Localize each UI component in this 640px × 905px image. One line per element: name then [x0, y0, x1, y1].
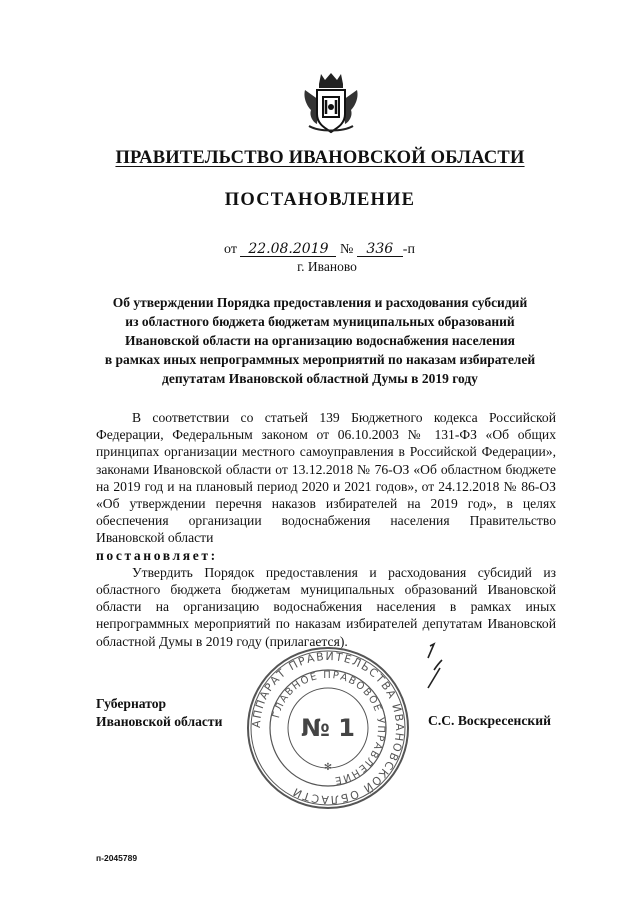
document-number: 336 — [357, 242, 403, 257]
coat-of-arms-icon — [299, 70, 363, 136]
stamp-outer-text: АППАРАТ ПРАВИТЕЛЬСТВА ИВАНОВСКОЙ ОБЛАСТИ — [249, 649, 407, 807]
subject-line: из областного бюджета бюджетам муниципальных образований — [125, 314, 515, 329]
subject-line: в рамках иных непрограммных мероприятий по наказам избирателей — [104, 352, 536, 367]
date-prefix: от — [224, 242, 237, 257]
stamp-number: № 1 — [301, 714, 355, 742]
signatory-name: С.С. Воскресенский — [428, 713, 551, 728]
signatory-role — [96, 695, 222, 731]
date-number-line — [224, 242, 415, 258]
organization-title: ПРАВИТЕЛЬСТВО ИВАНОВСКОЙ ОБЛАСТИ — [115, 148, 525, 168]
subject-line: депутатам Ивановской областной Думы в 2019 году — [162, 371, 478, 386]
body-paragraph-2: Утвердить Порядок предоставления и расходования субсидий из областного бюджета бюджетам муниципальных образований Ивановской области на организацию водоснабжения населения в рамках иных непрограммных мероприятий по наказам избирателей депутатам Ивановской областной Думы в 2019 году (прилагается). — [96, 564, 556, 649]
number-sign: № — [339, 242, 354, 257]
signature-icon — [410, 642, 450, 700]
role-line: Ивановской области — [96, 714, 223, 729]
number-suffix: -п — [402, 242, 415, 257]
document-date: 22.08.2019 — [240, 242, 336, 257]
document-subject — [80, 293, 560, 388]
svg-text:✻: ✻ — [323, 762, 333, 773]
body-paragraph-1: В соответствии со статьей 139 Бюджетного кодекса Российской Федерации, Федеральным законом от 06.10.2003 № 131-ФЗ «Об общих принципах организации местного самоуправления в Российской Федерации», законами Ивановской области от 13.12.2018 № 76-ОЗ «Об областном бюджете на 2019 год и на плановый период 2020 и 2021 годов», от 24.12.2018 № 86-ОЗ «Об утверждении перечня наказов избирателей на 2019 год», в целях обеспечения организации водоснабжения населения Правительство Ивановской области — [96, 410, 556, 546]
official-stamp — [244, 644, 412, 812]
document-body — [96, 409, 556, 650]
document-id: п-2045789 — [96, 853, 138, 863]
subject-line: Об утверждении Порядка предоставления и расходования субсидий — [112, 295, 528, 310]
decree-word: постановляет: — [96, 547, 218, 563]
subject-line: Ивановской области на организацию водоснабжения населения — [125, 333, 515, 348]
role-line: Губернатор — [96, 696, 167, 711]
stamp-inner-text: ГЛАВНОЕ ПРАВОВОЕ УПРАВЛЕНИЕ — [271, 669, 387, 786]
city: г. Иваново — [297, 259, 357, 274]
document-type: ПОСТАНОВЛЕНИЕ — [224, 190, 416, 210]
